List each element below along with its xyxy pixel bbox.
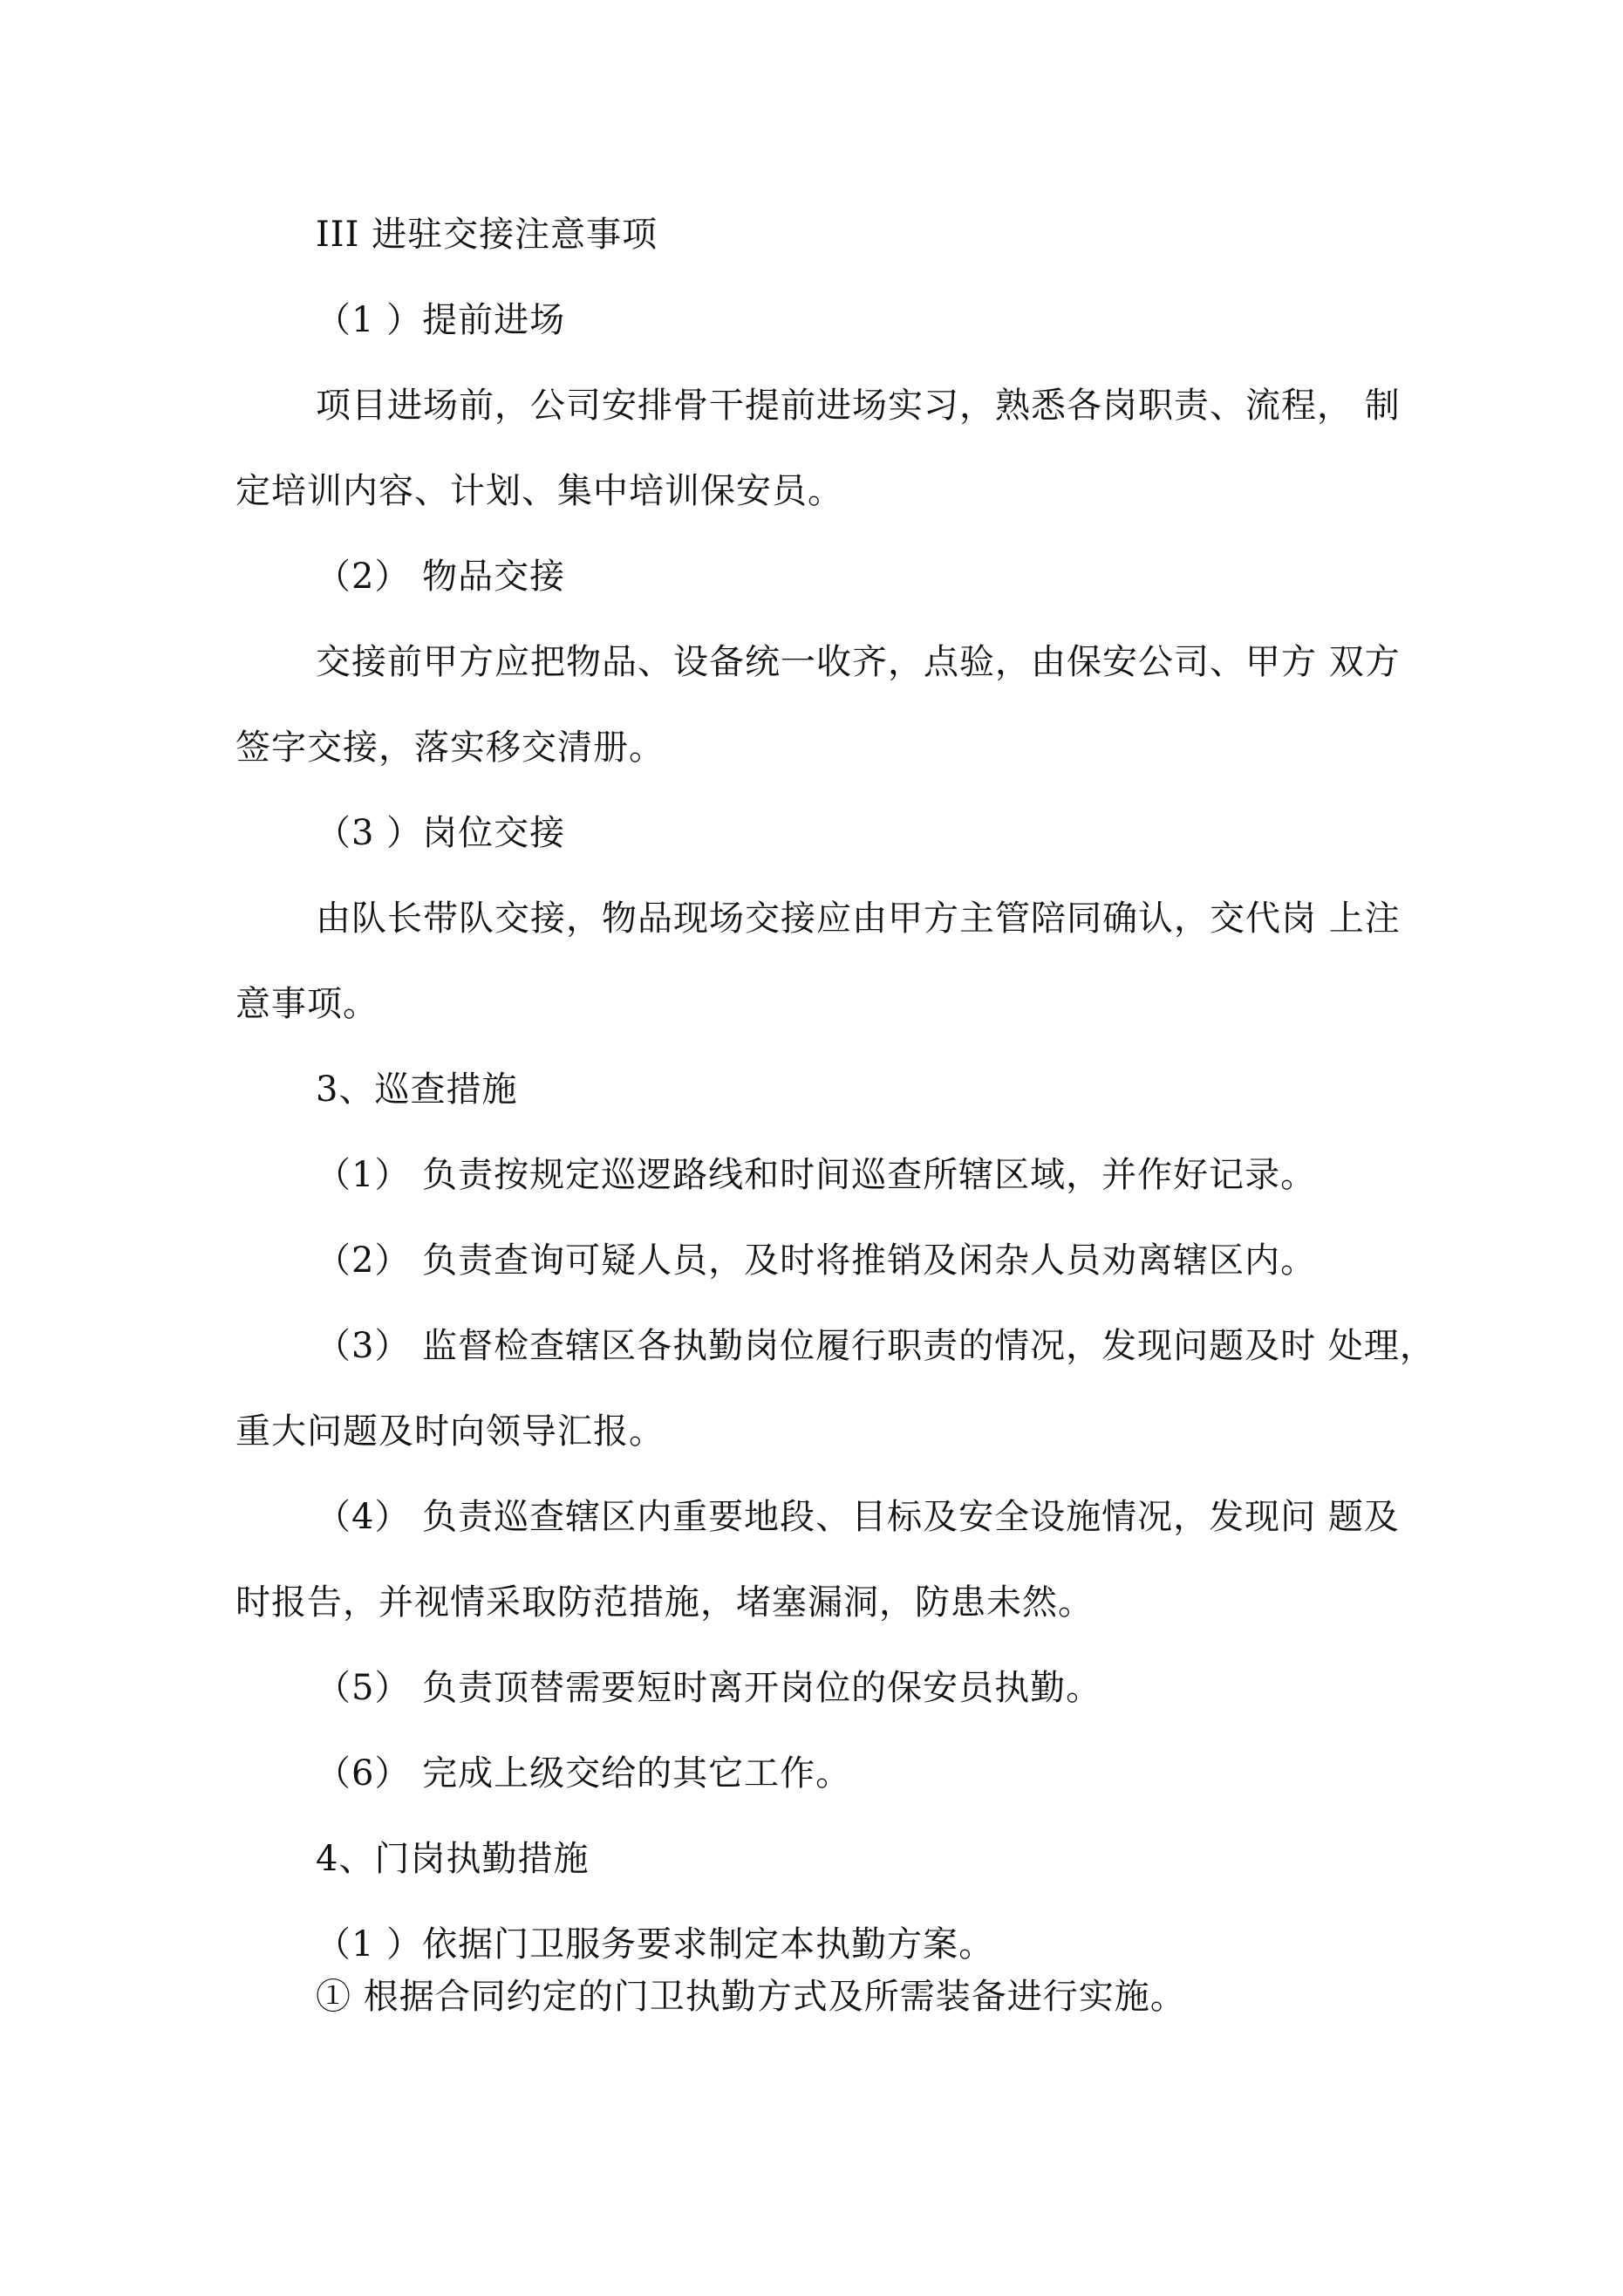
- paragraph-item-handover-line-2: 签字交接，落实移交清册。: [235, 728, 665, 768]
- list-item-patrol-2: （2） 负责查询可疑人员，及时将推销及闲杂人员劝离辖区内。: [316, 1240, 1317, 1281]
- heading-gate-duty-measures: 4、门岗执勤措施: [316, 1839, 590, 1879]
- paragraph-post-handover-line-2: 意事项。: [235, 984, 378, 1024]
- subheading-item-handover: （2） 物品交接: [316, 557, 566, 597]
- list-item-patrol-1: （1） 负责按规定巡逻路线和时间巡查所辖区域，并作好记录。: [316, 1155, 1317, 1195]
- list-item-patrol-6: （6） 完成上级交给的其它工作。: [316, 1753, 852, 1794]
- list-item-patrol-3-line-2: 重大问题及时向领导汇报。: [235, 1411, 665, 1452]
- heading-patrol-measures: 3、巡查措施: [316, 1069, 518, 1110]
- list-item-patrol-4-line-1: （4） 负责巡查辖区内重要地段、目标及安全设施情况，发现问 题及: [316, 1497, 1400, 1537]
- list-item-gate-duty-circled-1: ① 根据合同约定的门卫执勤方式及所需装备进行实施。: [316, 1977, 1186, 2017]
- heading-iii-handover-notes: III 进驻交接注意事项: [316, 215, 658, 255]
- list-item-patrol-3-line-1: （3） 监督检查辖区各执勤岗位履行职责的情况，发现问题及时 处理，: [316, 1326, 1435, 1366]
- list-item-gate-duty-1: （1 ）依据门卫服务要求制定本执勤方案。: [316, 1924, 995, 1965]
- subheading-post-handover: （3 ）岗位交接: [316, 813, 566, 853]
- paragraph-advance-entry-line-2: 定培训内容、计划、集中培训保安员。: [235, 471, 843, 511]
- paragraph-post-handover-line-1: 由队长带队交接，物品现场交接应由甲方主管陪同确认，交代岗 上注: [316, 899, 1401, 939]
- paragraph-advance-entry-line-1: 项目进场前，公司安排骨干提前进场实习，熟悉各岗职责、流程， 制: [316, 386, 1401, 426]
- paragraph-item-handover-line-1: 交接前甲方应把物品、设备统一收齐，点验，由保安公司、甲方 双方: [316, 642, 1401, 682]
- subheading-advance-entry: （1 ）提前进场: [316, 300, 566, 340]
- list-item-patrol-4-line-2: 时报告，并视情采取防范措施，堵塞漏洞，防患未然。: [235, 1582, 1094, 1623]
- list-item-patrol-5: （5） 负责顶替需要短时离开岗位的保安员执勤。: [316, 1668, 1102, 1708]
